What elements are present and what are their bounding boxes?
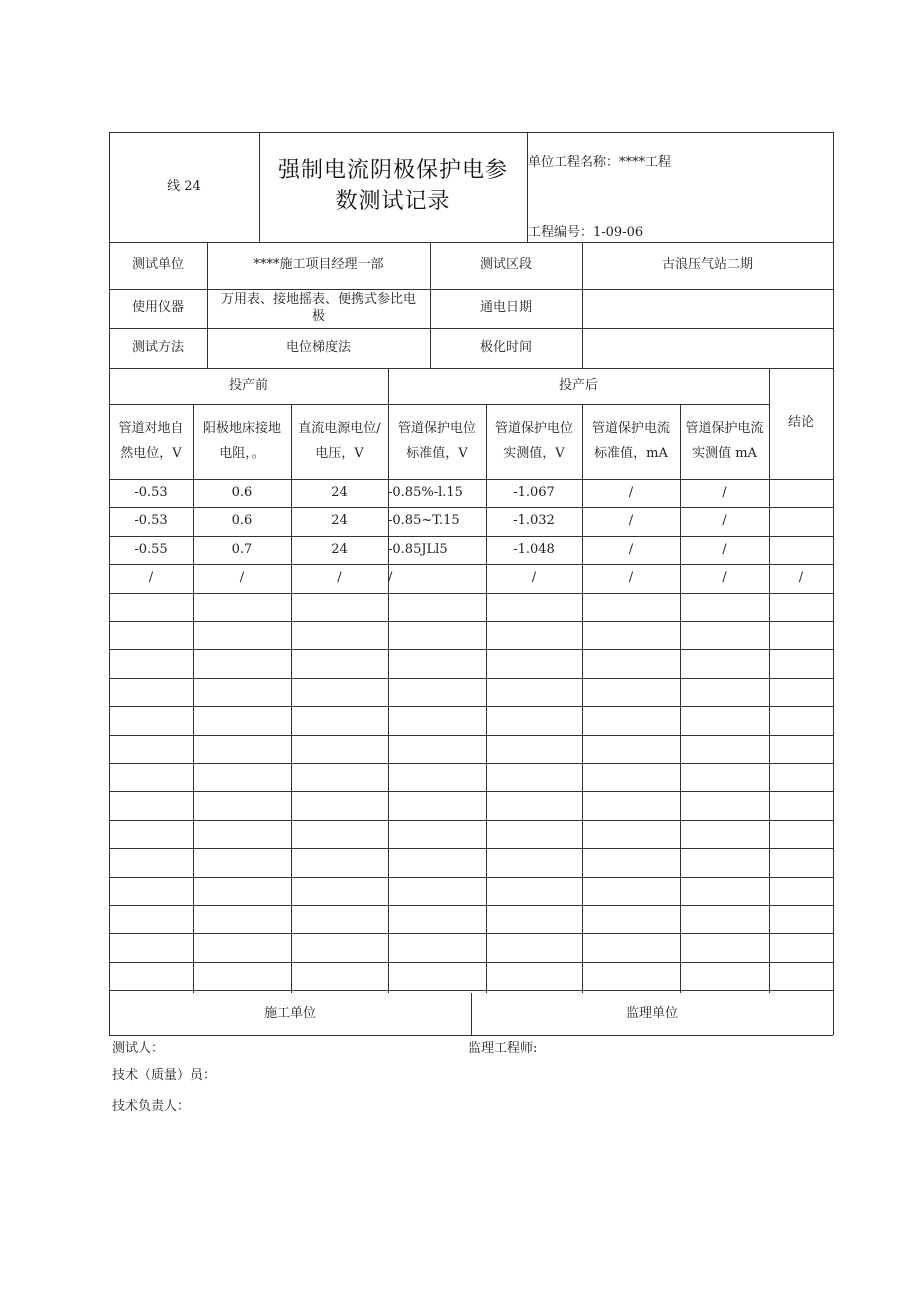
h-rule (109, 905, 833, 906)
test-section-label: 测试区段 (479, 257, 532, 273)
table-cell: -1.067 (513, 484, 555, 500)
column-header-line-2: 电压，V (315, 445, 364, 461)
table-cell: -0.53 (134, 484, 168, 500)
column-header (291, 404, 388, 479)
table-cell: / (628, 484, 634, 500)
column-header-line-2: 标准值，mA (594, 445, 668, 461)
v-rule (388, 368, 389, 993)
h-rule (109, 242, 833, 243)
h-rule (109, 990, 833, 991)
column-header-line-1: 阳极地床接地 (202, 421, 281, 437)
column-header-line-1: 管道保护电位 (397, 421, 476, 437)
column-header-line-1: 直流电源电位/ (298, 421, 381, 437)
project-number: 工程编号：1-09-06 (528, 224, 644, 240)
test-unit-value: ****施工项目经理一部 (253, 257, 384, 273)
h-rule (109, 1035, 833, 1036)
h-rule (109, 649, 833, 650)
table-cell: -0.85%-l.15 (388, 484, 463, 500)
v-rule (769, 368, 770, 993)
column-header-line-1: 管道保护电位 (494, 421, 573, 437)
table-cell (769, 507, 833, 535)
h-rule (109, 536, 833, 537)
v-rule (471, 993, 472, 1035)
table-cell: / (722, 569, 727, 585)
h-rule (109, 820, 833, 821)
h-rule (109, 735, 833, 736)
project-name: 单位工程名称：****工程 (528, 154, 672, 170)
h-rule (109, 678, 833, 679)
column-header (680, 404, 769, 479)
table-cell: / (722, 484, 727, 500)
h-rule (109, 848, 833, 849)
h-rule (109, 479, 833, 480)
column-header-line-2: 标准值，V (406, 445, 468, 461)
table-cell: / (239, 569, 245, 585)
group-before-header: 投产前 (228, 377, 268, 393)
column-header-line-2: 电阻，。 (219, 445, 265, 461)
form-code: 线 24 (167, 178, 201, 194)
instrument-label: 使用仪器 (131, 300, 184, 316)
h-rule (109, 763, 833, 764)
tech-leader-label: 技术负责人： (112, 1099, 191, 1114)
test-unit-label: 测试单位 (131, 257, 184, 273)
table-cell: -0.85~T.15 (388, 513, 460, 529)
method-label: 测试方法 (131, 339, 184, 355)
table-cell: / (337, 569, 342, 585)
instrument-value-line-2: 极 (311, 308, 325, 324)
page-title (259, 132, 527, 242)
table-cell: 0.7 (231, 541, 253, 557)
table-cell: -0.55 (134, 541, 168, 557)
table-cell: 0.6 (231, 484, 253, 500)
column-header-line-2: 实测值 mA (692, 445, 757, 461)
column-header-line-1: 管道保护电流 (685, 421, 764, 437)
h-rule (109, 564, 833, 565)
h-rule (109, 706, 833, 707)
title-line-1: 强制电流阴极保护电参 (277, 158, 508, 184)
h-rule (109, 368, 833, 369)
table-cell: / (148, 569, 154, 585)
table-cell: -1.032 (513, 513, 555, 529)
column-header (193, 404, 291, 479)
column-header (388, 404, 486, 479)
h-rule (109, 621, 833, 622)
h-rule (109, 933, 833, 934)
table-cell: / (628, 541, 634, 557)
tester-label: 测试人： (112, 1041, 165, 1056)
tech-quality-label: 技术（质量）员： (112, 1068, 217, 1083)
conclusion-header: 结论 (787, 415, 814, 431)
v-rule (833, 132, 834, 1035)
v-rule (259, 132, 260, 242)
v-rule (430, 242, 431, 368)
power-date-label: 通电日期 (479, 300, 532, 316)
h-rule (109, 289, 833, 290)
table-cell: / (722, 541, 727, 557)
h-rule (109, 132, 833, 133)
group-after-header: 投产后 (558, 377, 598, 393)
table-cell: -0.53 (134, 513, 168, 529)
test-section-value: 古浪压气站二期 (661, 257, 753, 273)
column-header-line-1: 管道保护电流 (591, 421, 670, 437)
instrument-value (207, 289, 430, 328)
supervisor-label: 监理工程师: (468, 1041, 538, 1056)
column-header (109, 404, 193, 479)
column-header (582, 404, 680, 479)
v-rule (109, 132, 110, 1035)
column-header-line-2: 然电位，V (120, 445, 182, 461)
h-rule (109, 791, 833, 792)
instrument-value-line-1: 万用表、接地摇表、便携式参比电 (220, 292, 416, 308)
method-value: 电位梯度法 (285, 339, 351, 355)
h-rule (109, 404, 769, 405)
table-cell: 24 (331, 484, 348, 500)
table-cell: / (628, 513, 634, 529)
table-cell: / (722, 513, 727, 529)
polarize-label: 极化时间 (479, 339, 532, 355)
column-header-line-1: 管道对地自 (118, 421, 184, 437)
table-cell: / (388, 569, 393, 585)
table-cell: / (628, 569, 634, 585)
table-cell: 0.6 (231, 513, 253, 529)
table-cell (769, 536, 833, 564)
v-rule (207, 242, 208, 368)
h-rule (109, 593, 833, 594)
table-cell: -0.85JLl5 (388, 541, 448, 557)
construction-unit-label: 施工单位 (263, 1005, 316, 1021)
table-cell: -1.048 (513, 541, 555, 557)
supervision-unit-label: 监理单位 (625, 1005, 678, 1021)
title-line-2: 数测试记录 (335, 189, 451, 214)
table-cell: 24 (331, 541, 348, 557)
table-cell: / (531, 569, 537, 585)
power-date-value (582, 289, 833, 328)
h-rule (109, 328, 833, 329)
table-cell: 24 (331, 513, 348, 529)
h-rule (109, 962, 833, 963)
v-rule (582, 242, 583, 368)
polarize-value (582, 328, 833, 368)
column-header (486, 404, 582, 479)
column-header-line-2: 实测值，V (503, 445, 565, 461)
v-rule (527, 132, 528, 242)
table-cell (769, 479, 833, 507)
h-rule (109, 877, 833, 878)
h-rule (109, 507, 833, 508)
table-cell: / (798, 569, 804, 585)
